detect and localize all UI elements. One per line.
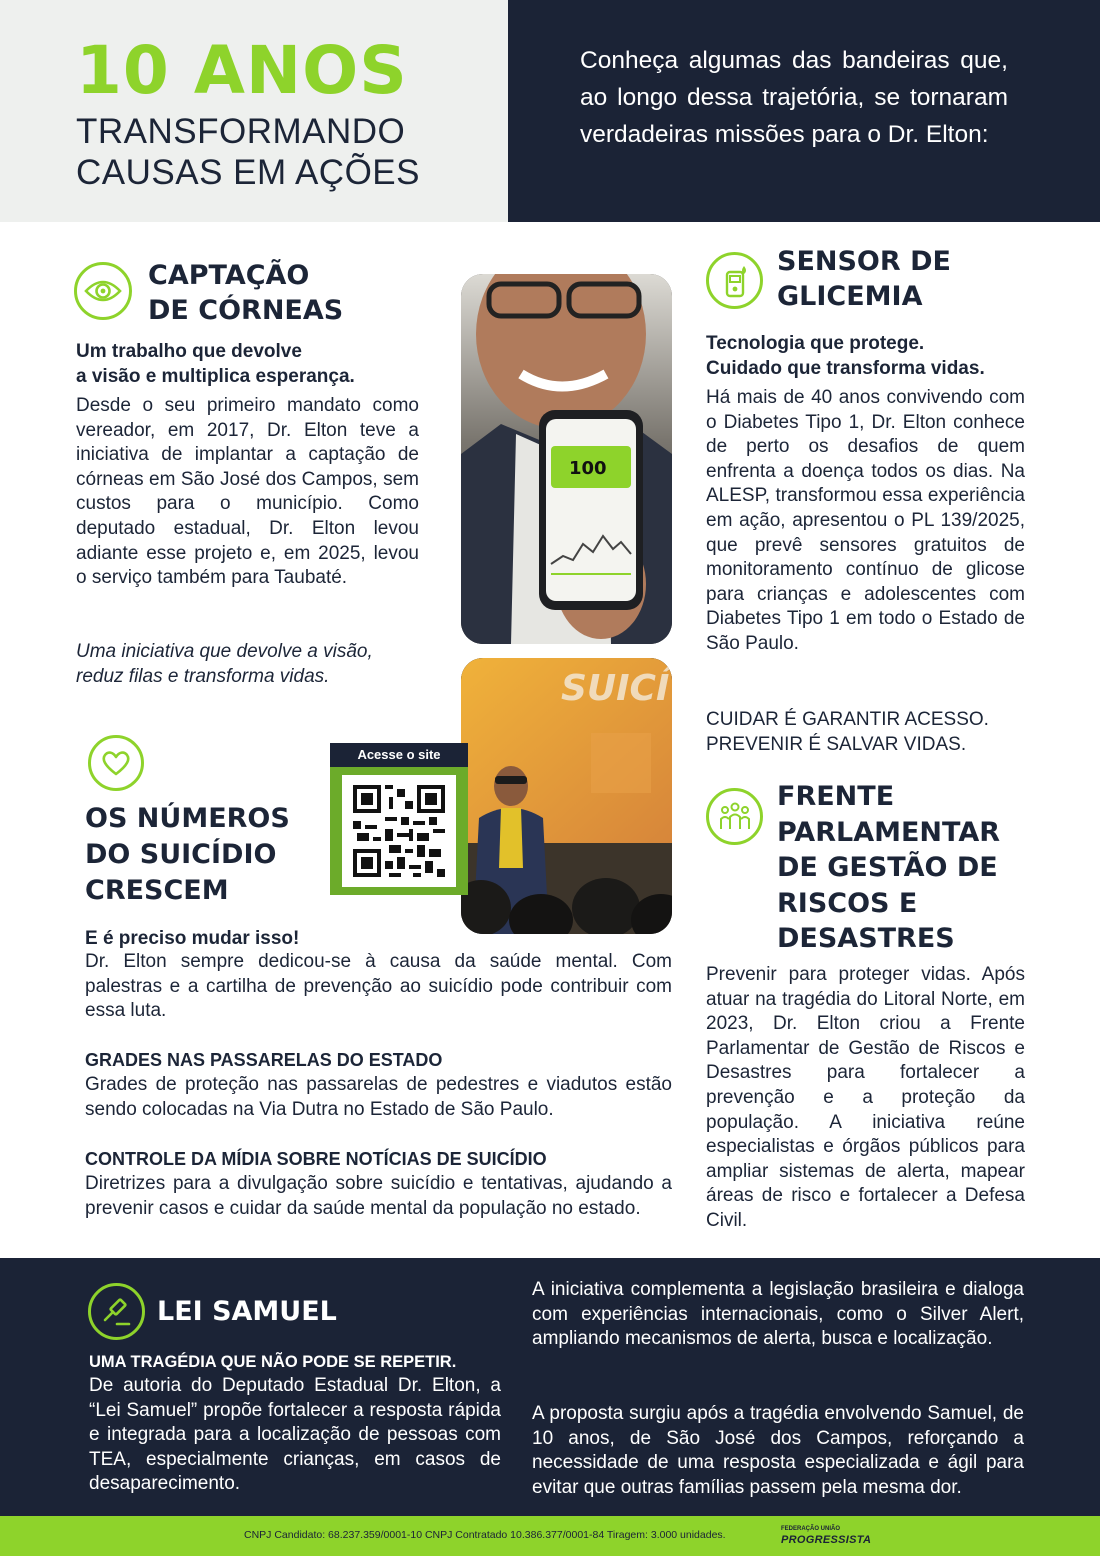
glicemia-slogan-line-2: PREVENIR É SALVAR VIDAS.	[706, 734, 967, 755]
frente-title-line-1: FRENTE	[777, 781, 895, 812]
glucose-meter-icon	[706, 252, 763, 309]
suicidio-subtitle: E é preciso mudar isso!	[85, 928, 300, 949]
samuel-right-paragraph-2: A proposta surgiu após a tragédia envolvendo Samuel, de 10 anos, de São José dos Campos, reforçando a necessidade de uma resposta especializada e ágil para evitar que outras famílias passem pela mesma dor.	[532, 1403, 1024, 1498]
photo-glucose-phone	[461, 274, 672, 644]
phone-glucose-value: 100	[569, 458, 607, 479]
heart-icon	[88, 735, 144, 791]
midia-title: CONTROLE DA MÍDIA SOBRE NOTÍCIAS DE SUICÍDIO	[85, 1149, 547, 1169]
logo-small-text: FEDERAÇÃO UNIÃO	[781, 1526, 841, 1532]
frente-title-line-4: RISCOS E	[777, 888, 918, 919]
glicemia-slogan-line-1: CUIDAR É GARANTIR ACESSO.	[706, 709, 989, 730]
glicemia-title-line-2: GLICEMIA	[777, 281, 923, 312]
corneas-title-line-2: DE CÓRNEAS	[148, 295, 344, 326]
qr-code-icon[interactable]	[342, 775, 456, 887]
qr-code-box[interactable]	[330, 743, 468, 895]
samuel-subtitle: UMA TRAGÉDIA QUE NÃO PODE SE REPETIR.	[89, 1353, 457, 1371]
corneas-body: Desde o seu primeiro mandato como vereador, em 2017, Dr. Elton teve a iniciativa de implantar a captação de córneas em São José dos Campos, sem custos para o município. Como deputado estadual, Dr. Elton levou adiante esse projeto e, em 2025, levou o serviço também para Taubaté.	[76, 395, 419, 589]
midia-body: Diretrizes para a divulgação sobre suicídio e tentativas, ajudando a prevenir casos e cuidar da saúde mental da população no estado.	[85, 1173, 672, 1219]
suicidio-title-line-3: CRESCEM	[85, 875, 229, 906]
slide-title: SUICÍ	[561, 668, 670, 709]
title-line-1: TRANSFORMANDO	[76, 112, 406, 151]
footer-legal-text: CNPJ Candidato: 68.237.359/0001-10 CNPJ Contratado 10.386.377/0001-84 Tiragem: 3.000 unidades.	[244, 1529, 726, 1541]
uniao-progressista-logo	[781, 1524, 872, 1550]
qr-label: Acesse o site	[330, 743, 468, 767]
samuel-body: De autoria do Deputado Estadual Dr. Elton, a “Lei Samuel” propõe fortalecer a resposta rápida e integrada para a localização de pessoas com TEA, especialmente crianças, em casos de desaparecimento.	[89, 1375, 501, 1495]
photo-lecture	[461, 658, 672, 934]
corneas-subtitle-line-2: a visão e multiplica esperança.	[76, 366, 355, 387]
samuel-title: LEI SAMUEL	[157, 1296, 337, 1327]
glicemia-body: Há mais de 40 anos convivendo com o Diabetes Tipo 1, Dr. Elton conhece de perto os desafios de quem enfrenta a doença todos os dias. Na ALESP, transformou essa experiência em ação, apresentou o PL 139/2025, que prevê sensores gratuitos de monitoramento contínuo de glicose para crianças e adolescentes com Diabetes Tipo 1 em todo o Estado de São Paulo.	[706, 387, 1025, 654]
title-10-anos: 10 ANOS	[76, 32, 408, 109]
samuel-right-paragraph-1: A iniciativa complementa a legislação brasileira e dialoga com experiências internacionais, como o Silver Alert, ampliando mecanismos de alerta, busca e localização.	[532, 1279, 1024, 1350]
corneas-quote: Uma iniciativa que devolve a visão, reduz filas e transforma vidas.	[76, 641, 373, 687]
footer-bar	[0, 1516, 1100, 1556]
suicidio-title-line-2: DO SUICÍDIO	[85, 839, 277, 870]
people-group-icon	[706, 788, 763, 845]
intro-text: Conheça algumas das bandeiras que, ao longo dessa trajetória, se tornaram verdadeiras missões para o Dr. Elton:	[580, 47, 1008, 148]
grades-body: Grades de proteção nas passarelas de pedestres e viadutos estão sendo colocadas na Via Dutra no Estado de São Paulo.	[85, 1074, 672, 1120]
eye-icon	[74, 262, 132, 320]
corneas-title-line-1: CAPTAÇÃO	[148, 260, 310, 291]
gavel-icon	[88, 1283, 145, 1340]
frente-title-line-2: PARLAMENTAR	[777, 817, 1001, 848]
glicemia-subtitle-line-2: Cuidado que transforma vidas.	[706, 358, 985, 379]
corneas-subtitle-line-1: Um trabalho que devolve	[76, 341, 302, 362]
glicemia-subtitle-line-1: Tecnologia que protege.	[706, 333, 925, 354]
suicidio-title-line-1: OS NÚMEROS	[85, 803, 290, 834]
suicidio-body: Dr. Elton sempre dedicou-se à causa da saúde mental. Com palestras e a cartilha de prevenção ao suicídio pode contribuir com essa luta.	[85, 951, 672, 1022]
logo-big-text: PROGRESSISTA	[781, 1534, 872, 1546]
grades-title: GRADES NAS PASSARELAS DO ESTADO	[85, 1050, 443, 1070]
frente-title-line-3: DE GESTÃO DE	[777, 852, 998, 883]
glicemia-title-line-1: SENSOR DE	[777, 246, 951, 277]
title-line-2: CAUSAS EM AÇÕES	[76, 153, 420, 192]
frente-body: Prevenir para proteger vidas. Após atuar na tragédia do Litoral Norte, em 2023, Dr. Elton criou a Frente Parlamentar de Gestão de Riscos e Desastres para fortalecer a prevenção e a proteção da população. A iniciativa reúne especialistas e órgãos públicos para ampliar sistemas de alerta, mapear áreas de risco e fortalecer a Defesa Civil.	[706, 964, 1025, 1231]
frente-title-line-5: DESASTRES	[777, 923, 955, 954]
